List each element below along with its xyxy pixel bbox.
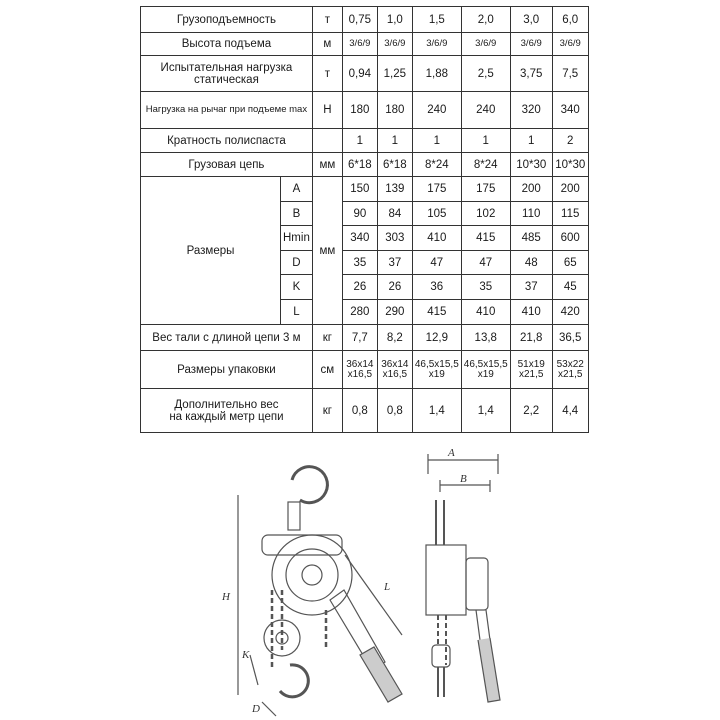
extra-label-line-2: на каждый метр цепи xyxy=(169,410,284,423)
value-cell: 36,5 xyxy=(552,325,588,351)
value-cell: 180 xyxy=(342,92,377,129)
upper-frame xyxy=(262,535,342,555)
value-cell: 410 xyxy=(510,300,552,325)
row-dimension-a xyxy=(141,177,589,202)
value-cell xyxy=(510,351,552,389)
pack-line-2: x16,5 xyxy=(382,368,408,380)
value-cell: 110 xyxy=(510,202,552,226)
value-cell: 0,94 xyxy=(342,56,377,92)
row-capacity xyxy=(141,7,589,33)
value-cell: 8*24 xyxy=(412,153,461,177)
value-cell: 47 xyxy=(461,251,510,275)
dimensions-label: Размеры xyxy=(141,177,281,325)
value-cell: 37 xyxy=(510,275,552,300)
param-label xyxy=(141,389,313,433)
bottom-hook-icon xyxy=(280,665,308,697)
row-lever-load xyxy=(141,92,589,129)
unit-cell: Н xyxy=(312,92,342,129)
dimension-sub-label: B xyxy=(281,202,313,226)
value-cell: 8*24 xyxy=(461,153,510,177)
hoist-front-view xyxy=(426,454,500,702)
unit-cell: м xyxy=(312,33,342,56)
value-cell: 303 xyxy=(377,226,412,251)
value-cell xyxy=(552,351,588,389)
value-cell: 45 xyxy=(552,275,588,300)
row-packing xyxy=(141,351,589,389)
unit-cell: т xyxy=(312,56,342,92)
dimension-line-d xyxy=(262,702,276,716)
gear-ring xyxy=(286,549,338,601)
front-bottom-hook xyxy=(438,667,444,697)
dimension-sub-label: K xyxy=(281,275,313,300)
value-cell: 420 xyxy=(552,300,588,325)
pack-line-1: 36x14 xyxy=(346,358,374,370)
value-cell: 6*18 xyxy=(377,153,412,177)
value-cell: 320 xyxy=(510,92,552,129)
value-cell: 1 xyxy=(342,129,377,153)
value-cell: 2,2 xyxy=(510,389,552,433)
value-cell: 6*18 xyxy=(342,153,377,177)
value-cell: 3,0 xyxy=(510,7,552,33)
load-chain-icon xyxy=(272,590,282,670)
value-cell: 21,8 xyxy=(510,325,552,351)
value-cell: 2,5 xyxy=(461,56,510,92)
pack-line-1: 36x14 xyxy=(381,358,409,370)
row-weight xyxy=(141,325,589,351)
value-cell: 1 xyxy=(510,129,552,153)
param-label: Грузовая цепь xyxy=(141,153,313,177)
value-cell: 3/6/9 xyxy=(461,33,510,56)
row-chain xyxy=(141,153,589,177)
unit-cell: см xyxy=(312,351,342,389)
value-cell: 415 xyxy=(461,226,510,251)
value-cell: 240 xyxy=(412,92,461,129)
value-cell: 2 xyxy=(552,129,588,153)
value-cell: 35 xyxy=(342,251,377,275)
value-cell: 8,2 xyxy=(377,325,412,351)
value-cell xyxy=(377,351,412,389)
param-label: Вес тали с длиной цепи 3 м xyxy=(141,325,313,351)
front-top-hook xyxy=(436,500,444,545)
value-cell: 1,88 xyxy=(412,56,461,92)
value-cell: 48 xyxy=(510,251,552,275)
dimension-line-k xyxy=(250,655,258,685)
value-cell: 290 xyxy=(377,300,412,325)
value-cell: 180 xyxy=(377,92,412,129)
value-cell: 47 xyxy=(412,251,461,275)
spec-table xyxy=(140,6,589,433)
value-cell: 200 xyxy=(510,177,552,202)
hoist-side-view xyxy=(238,467,402,716)
value-cell: 3/6/9 xyxy=(510,33,552,56)
value-cell: 3/6/9 xyxy=(552,33,588,56)
param-label: Высота подъема xyxy=(141,33,313,56)
extra-label-line-1: Дополнительно вес xyxy=(174,398,279,411)
pack-line-1: 46,5x15,5 xyxy=(463,358,508,370)
value-cell: 1,25 xyxy=(377,56,412,92)
value-cell: 13,8 xyxy=(461,325,510,351)
row-lift-height xyxy=(141,33,589,56)
value-cell: 600 xyxy=(552,226,588,251)
value-cell: 485 xyxy=(510,226,552,251)
value-cell: 37 xyxy=(377,251,412,275)
value-cell: 240 xyxy=(461,92,510,129)
label-d: D xyxy=(252,703,260,715)
value-cell: 2,0 xyxy=(461,7,510,33)
value-cell: 7,5 xyxy=(552,56,588,92)
row-test-load xyxy=(141,56,589,92)
value-cell xyxy=(342,351,377,389)
hoist-drawing xyxy=(0,440,720,720)
value-cell: 7,7 xyxy=(342,325,377,351)
value-cell: 1,4 xyxy=(461,389,510,433)
top-hook-shank xyxy=(288,502,300,530)
pack-line-1: 51x19 xyxy=(517,358,545,370)
value-cell: 102 xyxy=(461,202,510,226)
value-cell: 4,4 xyxy=(552,389,588,433)
label-h: H xyxy=(222,591,230,603)
value-cell: 3/6/9 xyxy=(342,33,377,56)
value-cell: 1 xyxy=(412,129,461,153)
front-chain-icon xyxy=(438,615,446,665)
param-label: Грузоподъемность xyxy=(141,7,313,33)
dimensions-unit: мм xyxy=(312,177,342,325)
value-cell xyxy=(461,351,510,389)
unit-cell xyxy=(312,129,342,153)
dimension-sub-label: Hmin xyxy=(281,226,313,251)
value-cell: 26 xyxy=(342,275,377,300)
value-cell: 26 xyxy=(377,275,412,300)
value-cell: 10*30 xyxy=(510,153,552,177)
dimension-sub-label: A xyxy=(281,177,313,202)
value-cell xyxy=(412,351,461,389)
front-lever-grip xyxy=(478,638,500,702)
value-cell: 115 xyxy=(552,202,588,226)
body-housing xyxy=(272,535,352,615)
pack-line-1: 46,5x15,5 xyxy=(414,358,459,370)
pack-line-1: 53x22 xyxy=(556,358,584,370)
row-extra-weight xyxy=(141,389,589,433)
value-cell: 105 xyxy=(412,202,461,226)
value-cell: 150 xyxy=(342,177,377,202)
value-cell: 3/6/9 xyxy=(412,33,461,56)
gear-hub xyxy=(302,565,322,585)
value-cell: 175 xyxy=(461,177,510,202)
value-cell: 340 xyxy=(342,226,377,251)
pack-line-2: x19 xyxy=(428,368,445,380)
unit-cell: кг xyxy=(312,389,342,433)
label-a: A xyxy=(448,447,455,459)
unit-cell: кг xyxy=(312,325,342,351)
value-cell: 280 xyxy=(342,300,377,325)
dimension-line-l xyxy=(345,555,402,635)
value-cell: 0,8 xyxy=(377,389,412,433)
label-k: K xyxy=(242,649,250,661)
param-label: Нагрузка на рычаг при подъеме max xyxy=(141,92,313,129)
value-cell: 90 xyxy=(342,202,377,226)
pack-line-2: x21,5 xyxy=(518,368,544,380)
value-cell: 10*30 xyxy=(552,153,588,177)
dimension-sub-label: L xyxy=(281,300,313,325)
value-cell: 12,9 xyxy=(412,325,461,351)
front-ratchet xyxy=(466,558,488,610)
pack-line-2: x19 xyxy=(477,368,494,380)
top-hook-icon xyxy=(292,467,327,503)
value-cell: 0,75 xyxy=(342,7,377,33)
value-cell: 139 xyxy=(377,177,412,202)
value-cell: 35 xyxy=(461,275,510,300)
value-cell: 0,8 xyxy=(342,389,377,433)
value-cell: 175 xyxy=(412,177,461,202)
value-cell: 3,75 xyxy=(510,56,552,92)
value-cell: 340 xyxy=(552,92,588,129)
pack-line-2: x21,5 xyxy=(557,368,583,380)
value-cell: 1 xyxy=(461,129,510,153)
param-label: Размеры упаковки xyxy=(141,351,313,389)
value-cell: 1,0 xyxy=(377,7,412,33)
value-cell: 410 xyxy=(461,300,510,325)
value-cell: 65 xyxy=(552,251,588,275)
value-cell: 410 xyxy=(412,226,461,251)
value-cell: 1,5 xyxy=(412,7,461,33)
param-label: Кратность полиспаста xyxy=(141,129,313,153)
value-cell: 415 xyxy=(412,300,461,325)
value-cell: 36 xyxy=(412,275,461,300)
label-b: B xyxy=(460,473,467,485)
dimension-sub-label: D xyxy=(281,251,313,275)
value-cell: 1,4 xyxy=(412,389,461,433)
front-bottom-block xyxy=(432,645,450,667)
row-multiplicity xyxy=(141,129,589,153)
param-label: Испытательная нагрузка статическая xyxy=(141,56,313,92)
value-cell: 1 xyxy=(377,129,412,153)
unit-cell: т xyxy=(312,7,342,33)
front-body xyxy=(426,545,466,615)
value-cell: 3/6/9 xyxy=(377,33,412,56)
pack-line-2: x16,5 xyxy=(347,368,373,380)
unit-cell: мм xyxy=(312,153,342,177)
value-cell: 6,0 xyxy=(552,7,588,33)
value-cell: 84 xyxy=(377,202,412,226)
value-cell: 200 xyxy=(552,177,588,202)
label-l: L xyxy=(384,581,391,593)
